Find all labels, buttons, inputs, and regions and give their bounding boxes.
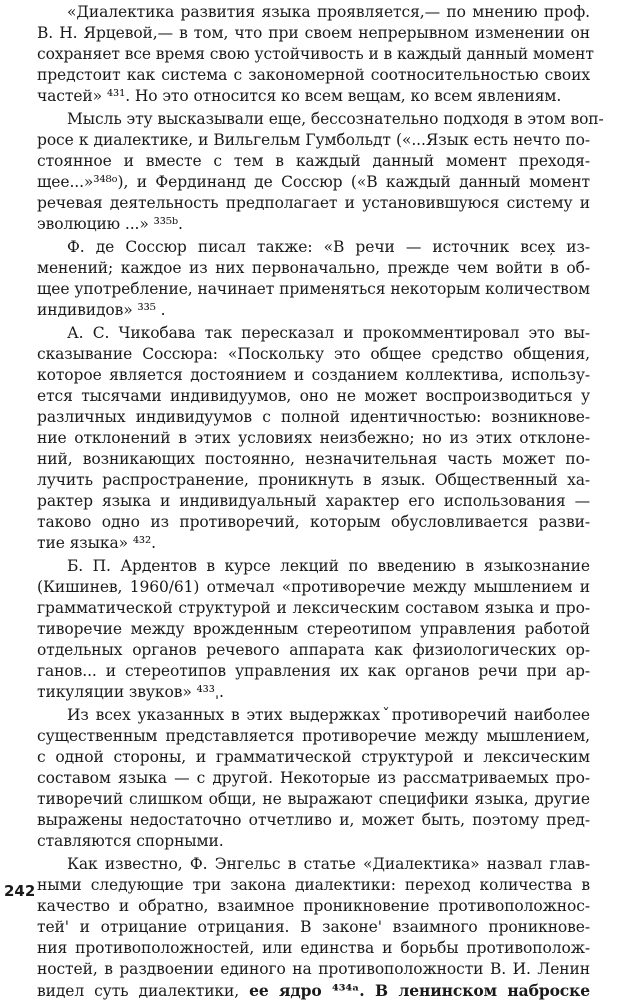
text-line: ния противоположностей, или единства и борьбы противополож- — [37, 939, 590, 957]
text-line: существенным представляется противоречие между мышлением, — [37, 727, 590, 745]
text-line: щее употребление, начинает применяться некоторым количеством — [37, 280, 590, 298]
text-body — [37, 0, 604, 1002]
text-line: ганов... и стереотипов управления их как органов речи при ар- — [37, 662, 590, 680]
page-number: 242 — [4, 882, 36, 900]
text-line-final — [37, 980, 590, 1002]
text-line: ностей, в раздвоении единого на противоположности В. И. Ленин — [37, 960, 590, 978]
paragraph-1 — [37, 2, 594, 107]
text-line: тей' и отрицание отрицания. В законе' взаимного проникнове- — [37, 918, 590, 936]
text-line: Мысль эту высказывали еще, бессознательно подходя в этом воп- — [67, 110, 604, 128]
text-line: тиворечие между врожденным стереотипом управления работой — [37, 620, 590, 638]
text-line: рактер языка и индивидуальный характер его использования — — [37, 492, 590, 510]
text-line: качество и обратно, взаимное проникновение противоположнос- — [37, 897, 590, 915]
text-line: «Диалектика развития языка проявляется,— по мнению проф. — [67, 3, 590, 21]
paragraph-5 — [37, 556, 590, 703]
text-line: ставляются спорными. — [37, 832, 224, 850]
text-line: эволюцию ...» ³³⁵ᵇ. — [37, 215, 183, 233]
text-line: В. Н. Ярцевой,— в том, что при своем непрерывном изменении он — [37, 24, 590, 42]
text-line: составом языка — с другой. Некоторые из рассматриваемых про- — [37, 769, 590, 787]
final-line-bold: ее ядро ⁴³⁴ᵃ. В ленинском наброске — [249, 981, 590, 1000]
text-line: таково одно из противоречий, которым обусловливается разви- — [37, 513, 590, 531]
text-line: грамматической структурой и лексическим составом языка и про- — [37, 599, 590, 617]
text-line: росе к диалектике, и Вильгельм Гумбольдт («...Язык есть нечто по- — [37, 131, 590, 149]
text-line: сказывание Соссюра: «Поскольку это общее средство общения, — [37, 345, 590, 363]
text-line: Как известно, Ф. Энгельс в статье «Диалектика» назвал глав- — [67, 855, 590, 873]
text-line: которое является достоянием и созданием коллектива, использу- — [37, 366, 590, 384]
text-line: частей» ⁴³¹. Но это относится ко всем вещам, ко всем явлениям. — [37, 87, 562, 105]
text-line: ется тысячами индивидуумов, оно не может воспроизводиться у — [37, 387, 590, 405]
text-line: выражены недостаточно отчетливо и, может быть, поэтому пред- — [37, 811, 590, 829]
text-line: тикуляции звуков» ⁴³³ˌ. — [37, 683, 224, 701]
text-line: (Кишинев, 1960/61) отмечал «противоречие между мышлением и — [37, 578, 590, 596]
paragraph-7 — [37, 854, 590, 1002]
text-line: ние отклонений в этих условиях неизбежно; но из этих отклоне- — [37, 429, 590, 447]
text-line: А. С. Чикобава так пересказал и прокомментировал это вы- — [67, 324, 590, 342]
text-line: щее...»³⁴⁸ᵒ), и Фердинанд де Соссюр («В каждый данный момент — [37, 173, 590, 191]
paragraph-4 — [37, 323, 590, 554]
text-line: тие языка» ⁴³². — [37, 534, 156, 552]
text-line: стоянное и вместе с тем в каждый данный момент преходя- — [37, 152, 590, 170]
text-line: тиворечий слишком общи, не выражают специфики языка, другие — [37, 790, 590, 808]
text-line: предстоит как система с закономерной соотносительностью своих — [37, 66, 590, 84]
paragraph-3 — [37, 237, 590, 321]
text-line: лучить распространение, проникнуть в язык. Общественный ха- — [37, 471, 590, 489]
paragraph-6 — [37, 705, 590, 852]
final-line-plain: видел суть диалектики, — [37, 982, 240, 1000]
text-line: различных индивидуумов с полной идентичностью: возникнове- — [37, 408, 590, 426]
text-line: отдельных органов речевого аппарата как физиологических ор- — [37, 641, 590, 659]
text-line: индивидов» ³³⁵ . — [37, 301, 166, 319]
text-line: речевая деятельность предполагает и установившуюся систему и — [37, 194, 590, 212]
text-line: сохраняет все время свою устойчивость и в каждый данный момент — [37, 45, 594, 63]
text-line: ными следующие три закона диалектики: переход количества в — [37, 876, 590, 894]
text-line: ний, возникающих постоянно, незначительная часть может по- — [37, 450, 590, 468]
text-line: менений; каждое из них первоначально, прежде чем войти в об- — [37, 259, 590, 277]
paragraph-2 — [37, 109, 604, 235]
text-line: Из всех указанных в этих выдержкахˇпротиворечий наиболее — [67, 706, 590, 724]
text-line: Б. П. Ардентов в курсе лекций по введению в языкознание — [67, 557, 590, 575]
text-line: Ф. де Соссюр писал также: «В речи — источник всех̦ из- — [67, 238, 590, 256]
text-line: с одной стороны, и грамматической структурой и лексическим — [37, 748, 590, 766]
